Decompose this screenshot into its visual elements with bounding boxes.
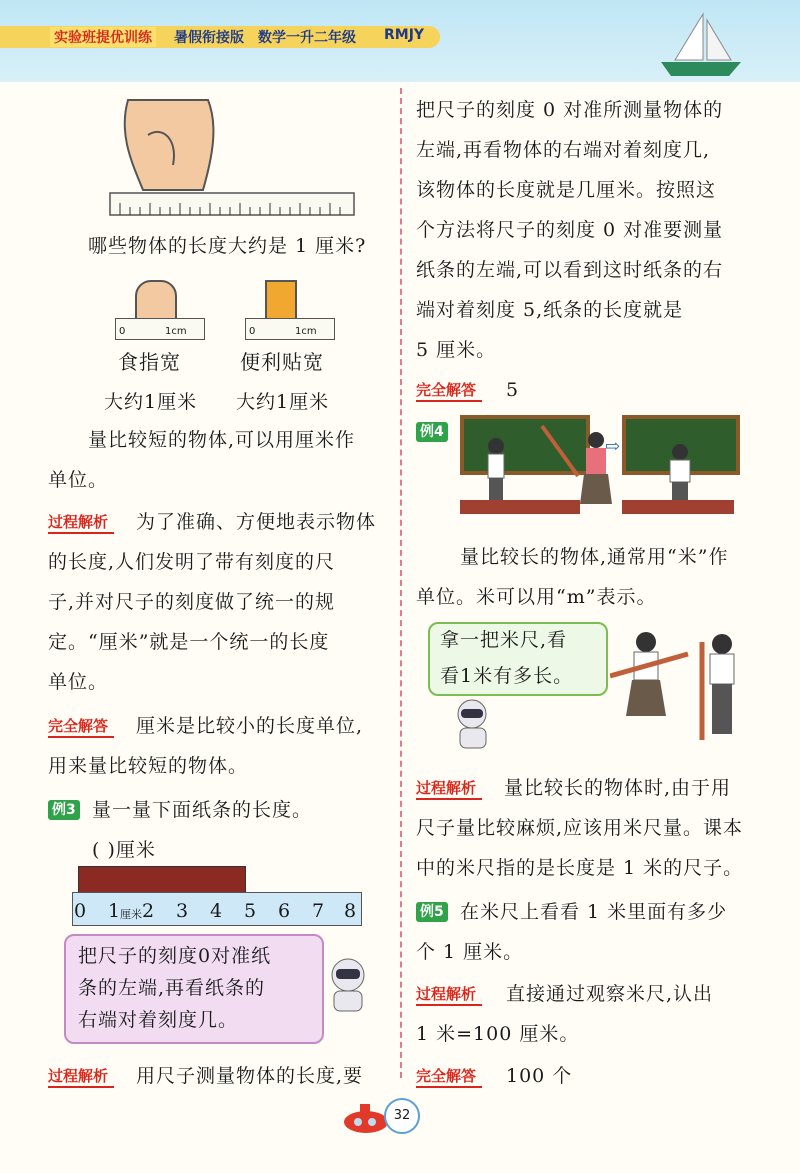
example5-line2: 个 1 厘米。 bbox=[416, 941, 524, 963]
example4-tag: 例4 bbox=[416, 422, 448, 442]
example3-tag: 例3 bbox=[48, 800, 80, 820]
answer-tag: 完全解答 bbox=[48, 716, 114, 738]
analysis-line5: 单位。 bbox=[48, 671, 109, 693]
analysis-tag: 过程解析 bbox=[48, 512, 114, 534]
right-line3: 该物体的长度就是几厘米。按照这 bbox=[416, 179, 717, 201]
small-ruler bbox=[245, 318, 335, 340]
ruler-number: 3 bbox=[176, 900, 189, 922]
answer1-value: 5 bbox=[506, 379, 520, 401]
meter-hint-line2: 看1米有多长。 bbox=[440, 665, 574, 687]
analysis-line2: 的长度,人们发明了带有刻度的尺 bbox=[48, 551, 336, 573]
ruler-zero: 0 bbox=[119, 326, 126, 337]
analysis-line3: 子,并对尺子的刻度做了统一的规 bbox=[48, 591, 336, 613]
example5-tag: 例5 bbox=[416, 902, 448, 922]
ruler-number: 6 bbox=[278, 900, 291, 922]
column-divider bbox=[400, 88, 402, 1078]
answer-tag: 完全解答 bbox=[416, 1066, 482, 1088]
analysis-tag: 过程解析 bbox=[48, 1066, 114, 1088]
ruler-zero: 0 bbox=[249, 326, 256, 337]
analysis3-line2: 1 米=100 厘米。 bbox=[416, 1023, 580, 1045]
answer3-value: 100 个 bbox=[506, 1065, 573, 1087]
answer-tag: 完全解答 bbox=[416, 380, 482, 402]
analysis-tag: 过程解析 bbox=[416, 778, 482, 800]
analysis3-line1: 直接通过观察米尺,认出 bbox=[506, 983, 714, 1005]
ruler-number: 5 bbox=[244, 900, 257, 922]
ruler-number: 7 bbox=[312, 900, 325, 922]
right-line1: 把尺子的刻度 0 对准所测量物体的 bbox=[416, 99, 724, 121]
finger-size: 大约1厘米 bbox=[104, 391, 198, 413]
right-line6: 端对着刻度 5,纸条的长度就是 bbox=[416, 299, 684, 321]
hint-line2: 条的左端,再看纸条的 bbox=[78, 977, 266, 999]
analysis2-line1: 量比较长的物体时,由于用 bbox=[504, 777, 732, 799]
analysis-tag: 过程解析 bbox=[416, 984, 482, 1006]
page-number: 32 bbox=[384, 1098, 420, 1134]
analysis-line1: 为了准确、方便地表示物体 bbox=[136, 511, 377, 533]
answer-blank: ( )厘米 bbox=[92, 839, 156, 861]
para1-line1: 量比较短的物体,可以用厘米作 bbox=[88, 429, 356, 451]
answer-line2: 用来量比较短的物体。 bbox=[48, 755, 249, 777]
answer-line1: 厘米是比较小的长度单位, bbox=[136, 715, 364, 737]
example5-line1: 在米尺上看看 1 米里面有多少 bbox=[460, 901, 728, 923]
right-line2: 左端,再看物体的右端对着刻度几, bbox=[416, 139, 711, 161]
example3-text: 量一量下面纸条的长度。 bbox=[92, 799, 313, 821]
bottom-line1: 用尺子测量物体的长度,要 bbox=[136, 1065, 364, 1087]
ruler-numbers bbox=[72, 898, 372, 928]
meter-line1: 量比较长的物体,通常用“米”作 bbox=[460, 546, 729, 568]
arrow-right-icon: ⇨ bbox=[605, 436, 621, 457]
sticky-size: 大约1厘米 bbox=[236, 391, 330, 413]
ruler-unit: 厘米 bbox=[120, 908, 142, 921]
series-title: 实验班提优训练 bbox=[50, 27, 156, 47]
publisher-code: RMJY bbox=[384, 27, 425, 43]
ruler-number: 4 bbox=[210, 900, 223, 922]
platform-right bbox=[622, 500, 734, 514]
analysis2-line2: 尺子量比较麻烦,应该用米尺量。课本 bbox=[416, 817, 744, 839]
ruler-cm-mark: 1cm bbox=[295, 326, 317, 337]
ruler-number: 0 bbox=[74, 900, 87, 922]
robot-icon bbox=[318, 955, 378, 1015]
robot-icon bbox=[448, 696, 504, 752]
ruler-number: 2 bbox=[142, 900, 155, 922]
small-ruler bbox=[115, 318, 205, 340]
children-meter-stick-illustration bbox=[610, 630, 760, 745]
ruler-number: 1 bbox=[108, 900, 121, 922]
finger-ruler-figure bbox=[115, 280, 205, 342]
question-text: 哪些物体的长度大约是 1 厘米? bbox=[88, 235, 367, 257]
paper-strip bbox=[78, 866, 246, 894]
hint-line1: 把尺子的刻度0对准纸 bbox=[78, 945, 272, 967]
edition-title: 暑假衔接版 bbox=[174, 30, 244, 46]
right-line7: 5 厘米。 bbox=[416, 339, 497, 361]
right-line4: 个方法将尺子的刻度 0 对准要测量 bbox=[416, 219, 724, 241]
subject-title: 数学一升二年级 bbox=[258, 30, 356, 46]
meter-line2: 单位。米可以用“m”表示。 bbox=[416, 586, 657, 608]
meter-hint-line1: 拿一把米尺,看 bbox=[440, 629, 568, 651]
sailboat-icon bbox=[655, 10, 745, 82]
hand-ruler-illustration bbox=[108, 95, 358, 220]
platform-left bbox=[460, 500, 580, 514]
ruler-number: 8 bbox=[344, 900, 357, 922]
right-line5: 纸条的左端,可以看到这时纸条的右 bbox=[416, 259, 724, 281]
analysis2-line3: 中的米尺指的是长度是 1 米的尺子。 bbox=[416, 857, 744, 879]
hint-line3: 右端对着刻度几。 bbox=[78, 1009, 239, 1031]
finger-label: 食指宽 bbox=[118, 350, 181, 374]
para1-line2: 单位。 bbox=[48, 469, 109, 491]
sticky-ruler-figure bbox=[245, 280, 335, 342]
analysis-line4: 定。“厘米”就是一个统一的长度 bbox=[48, 631, 330, 653]
sticky-label: 便利贴宽 bbox=[240, 350, 324, 374]
ruler-cm-mark: 1cm bbox=[165, 326, 187, 337]
